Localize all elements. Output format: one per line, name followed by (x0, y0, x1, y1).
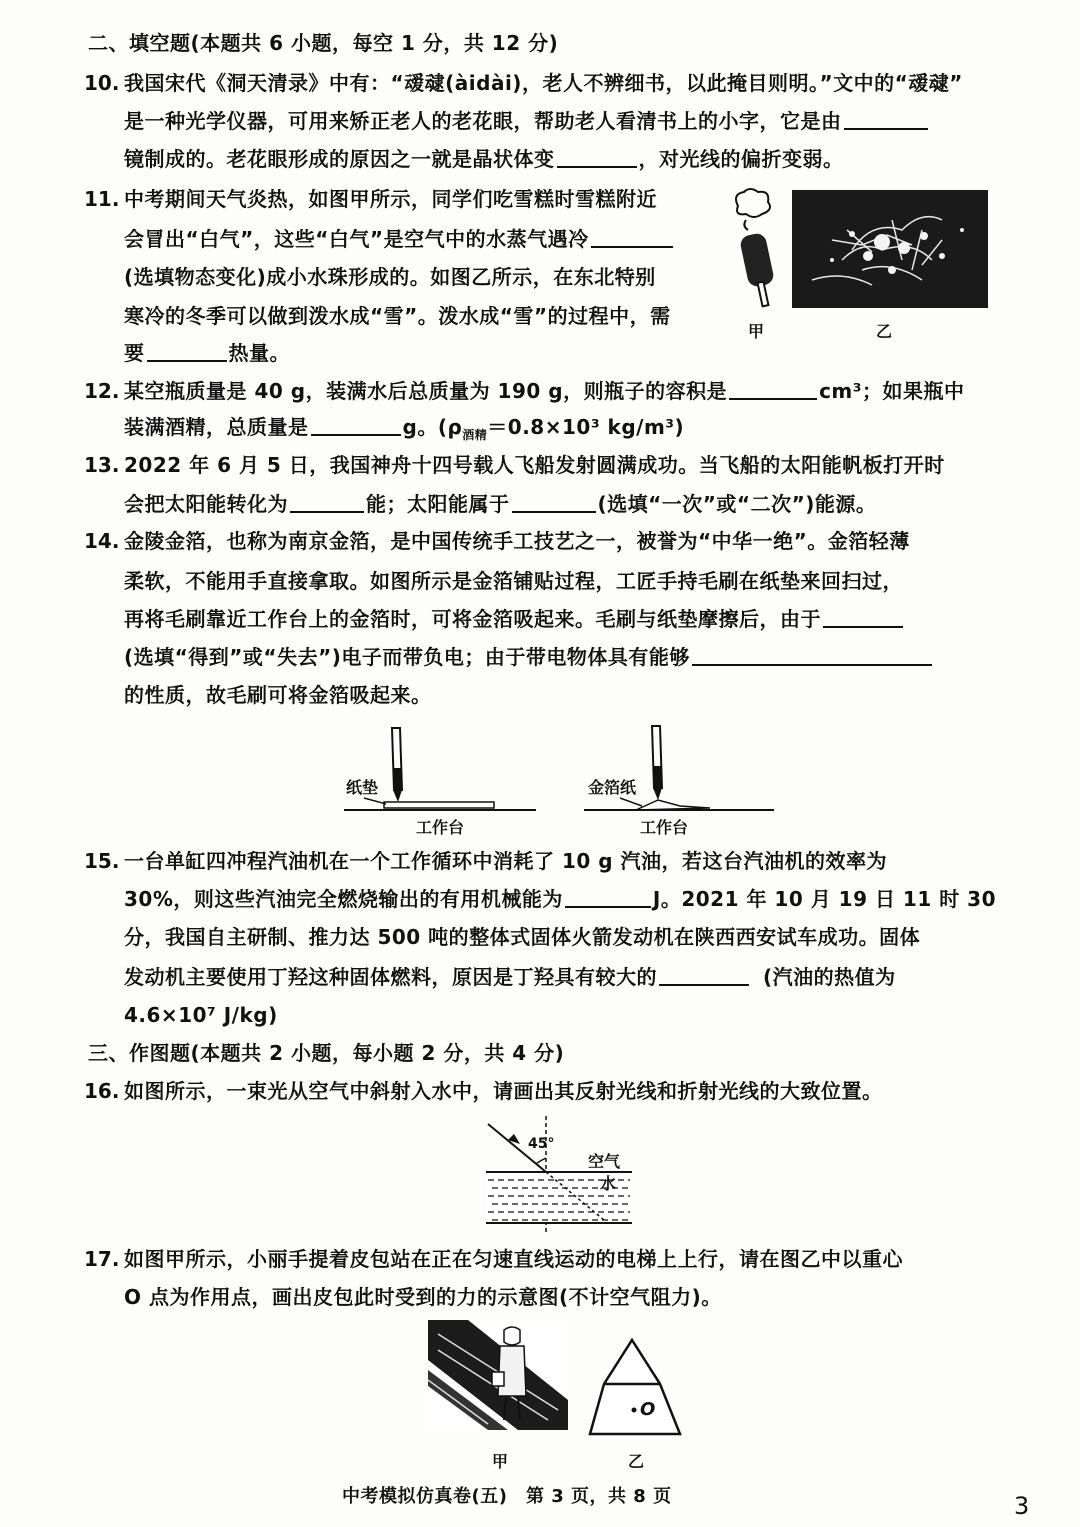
answer-blank[interactable] (311, 414, 401, 436)
section-title: 二、填空题(本题共 6 小题，每空 1 分，共 12 分) (88, 31, 559, 55)
answer-blank[interactable] (290, 491, 364, 513)
section-title: 三、作图题(本题共 2 小题，每小题 2 分，共 4 分) (88, 1041, 565, 1065)
q10-text: 是一种光学仪器，可用来矫正老人的老花眼，帮助老人看清书上的小字，它是由 (124, 109, 842, 133)
q14-line2: 柔软，不能用手直接拿取。如图所示是金箔铺贴过程，工匠手持毛刷在纸垫来回扫过， (124, 569, 903, 593)
q14-line4 (124, 644, 934, 670)
water-label: 水 (600, 1174, 617, 1193)
q13-line1: 2022 年 6 月 5 日，我国神舟十四号载人飞船发射圆满成功。当飞船的太阳能帆板打开时 (124, 453, 945, 477)
q11-line5 (124, 340, 290, 366)
q17-line1: 如图甲所示，小丽手提着皮包站在正在匀速直线运动的电梯上上行，请在图乙中以重心 (124, 1247, 903, 1271)
light-refraction-diagram (486, 1116, 646, 1232)
q16-line1: 如图所示，一束光从空气中斜射入水中，请画出其反射光线和折射光线的大致位置。 (124, 1079, 883, 1103)
figure-label: 乙 (628, 1452, 645, 1471)
q12-text: 装满酒精，总质量是 (124, 415, 309, 439)
q14-line3 (124, 606, 905, 632)
ice-cream-figure (724, 186, 784, 316)
question-number: 12. (84, 379, 120, 403)
splash-photo (792, 190, 988, 308)
q14-line1: 金陵金箔，也称为南京金箔，是中国传统手工技艺之一，被誉为“中华一绝”。金箔轻薄 (124, 529, 910, 553)
q15-line1: 一台单缸四冲程汽油机在一个工作循环中消耗了 10 g 汽油，若这台汽油机的效率为 (124, 849, 888, 873)
question-number: 11. (84, 187, 120, 211)
q14-text: (选填“得到”或“失去”)电子而带负电；由于带电物体具有能够 (124, 645, 690, 669)
footer-text: 中考模拟仿真卷(五) 第 3 页，共 8 页 (342, 1486, 672, 1507)
figure-label: 金箔纸 (588, 778, 637, 797)
q17-line2: O 点为作用点，画出皮包此时受到的力的示意图(不计空气阻力)。 (124, 1285, 722, 1309)
q15-line3: 分，我国自主研制、推力达 500 吨的整体式固体火箭发动机在陕西西安试车成功。固体 (124, 925, 921, 949)
q11-line3: (选填物态变化)成小水珠形成的。如图乙所示，在东北特别 (124, 265, 656, 289)
q11-text: 要 (124, 341, 145, 365)
figure-label: 纸垫 (346, 778, 379, 797)
figure-label: 甲 (492, 1452, 509, 1471)
question-number: 13. (84, 453, 120, 477)
air-label: 空气 (588, 1152, 621, 1171)
answer-blank[interactable] (147, 340, 227, 362)
density-subscript: 酒精 (462, 428, 488, 442)
q15-text: 发动机主要使用丁羟这种固体燃料，原因是丁羟具有较大的 (124, 965, 657, 989)
q15-line2 (124, 886, 996, 912)
center-point-label: O (640, 1399, 656, 1420)
figure-label: 工作台 (640, 818, 689, 837)
question-number: 14. (84, 529, 120, 553)
figure-label: 甲 (748, 322, 765, 341)
answer-blank[interactable] (692, 644, 932, 666)
page-number: 3 (1014, 1492, 1030, 1520)
answer-blank[interactable] (557, 146, 637, 168)
q13-text: 能；太阳能属于 (366, 492, 510, 516)
q11-text: 热量。 (228, 341, 290, 365)
q11-line4: 寒冷的冬季可以做到泼水成“雪”。泼水成“雪”的过程中，需 (124, 304, 671, 328)
answer-blank[interactable] (565, 886, 651, 908)
q10-text: ，对光线的偏折变弱。 (638, 147, 844, 171)
question-number: 15. (84, 849, 120, 873)
q11-text: 会冒出“白气”，这些“白气”是空气中的水蒸气遇冷 (124, 227, 589, 251)
answer-blank[interactable] (512, 491, 596, 513)
q11-line1: 中考期间天气炎热，如图甲所示，同学们吃雪糕时雪糕附近 (124, 187, 657, 211)
q10-line1: 我国宋代《洞天清录》中有：“叆叇(àidài)，老人不辨细书，以此掩目则明。”文中的“叆叇” (124, 71, 963, 95)
answer-blank[interactable] (591, 226, 673, 248)
q15-line5: 4.6×10⁷ J/kg) (124, 1003, 278, 1027)
q13-text: (选填“一次”或“二次”)能源。 (597, 492, 877, 516)
brush-paper-pad-figure (340, 718, 540, 818)
q12-text: g。(ρ (402, 415, 463, 439)
q11-line2 (124, 226, 675, 252)
q15-text: J。2021 年 10 月 19 日 11 时 30 (652, 887, 997, 911)
q14-text: 再将毛刷靠近工作台上的金箔时，可将金箔吸起来。毛刷与纸垫摩擦后，由于 (124, 607, 821, 631)
question-number: 16. (84, 1079, 120, 1103)
q12-text: 某空瓶质量是 40 g，装满水后总质量为 190 g，则瓶子的容积是 (124, 379, 728, 403)
q10-text: 镜制成的。老花眼形成的原因之一就是晶状体变 (124, 147, 555, 171)
answer-blank[interactable] (823, 606, 903, 628)
q12-line2 (124, 414, 684, 448)
figure-label: 乙 (876, 322, 893, 341)
q13-line2 (124, 491, 876, 517)
q14-line5: 的性质，故毛刷可将金箔吸起来。 (124, 683, 432, 707)
brush-gold-foil-figure (580, 718, 780, 818)
escalator-photo (428, 1320, 568, 1430)
q12-text: cm³；如果瓶中 (819, 379, 965, 403)
bag-diagram (584, 1336, 688, 1440)
answer-blank[interactable] (729, 378, 817, 400)
q15-text: 30%，则这些汽油完全燃烧输出的有用机械能为 (124, 887, 563, 911)
q12-text: ＝0.8×10³ kg/m³) (487, 415, 685, 439)
q15-line4 (124, 964, 896, 990)
answer-blank[interactable] (659, 964, 749, 986)
answer-blank[interactable] (844, 108, 928, 130)
angle-label: 45° (528, 1136, 555, 1152)
question-number: 10. (84, 71, 120, 95)
q10-line2 (124, 108, 930, 134)
q10-line3 (124, 146, 844, 172)
q13-text: 会把太阳能转化为 (124, 492, 288, 516)
q12-line1 (124, 378, 965, 404)
q15-text: (汽油的热值为 (763, 965, 896, 989)
question-number: 17. (84, 1247, 120, 1271)
figure-label: 工作台 (416, 818, 465, 837)
